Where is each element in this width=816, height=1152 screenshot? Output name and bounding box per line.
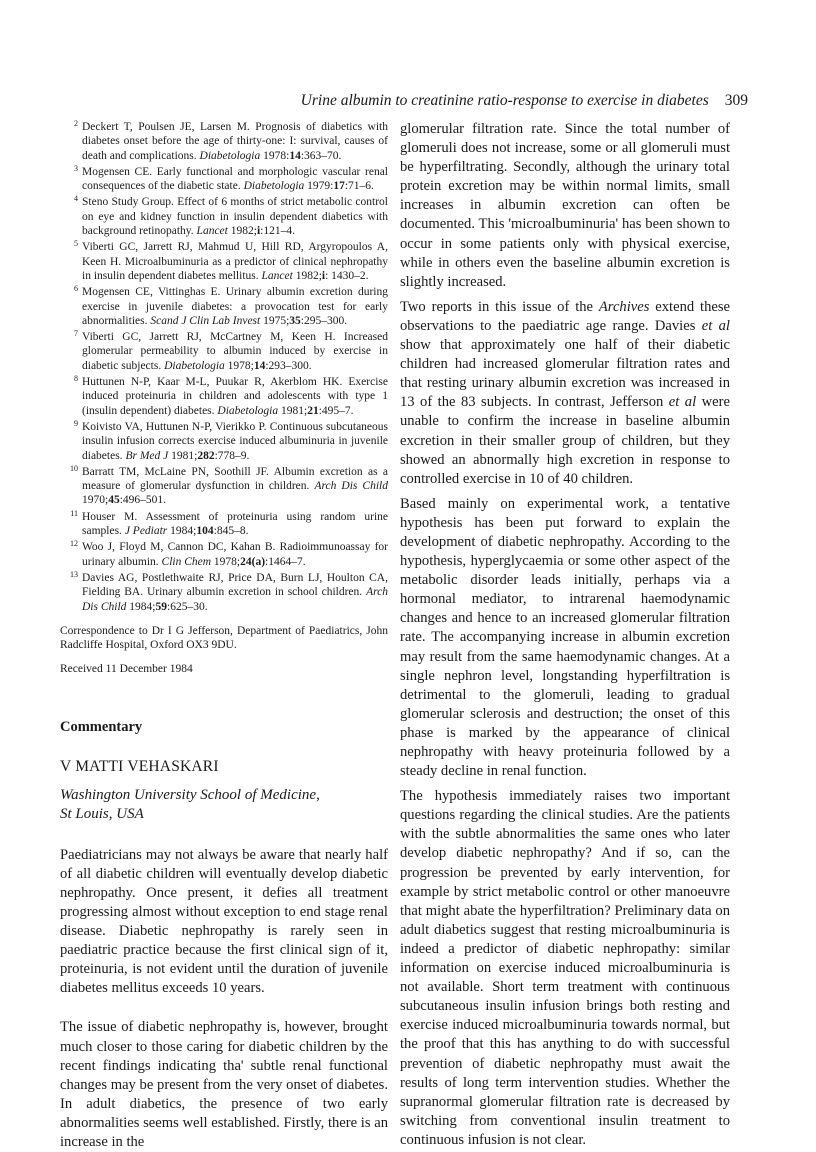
- reference-item: [60, 285, 388, 328]
- reference-pages: :363–70.: [300, 149, 342, 162]
- reference-item: [60, 165, 388, 194]
- reference-journal: Diabetologia: [164, 359, 225, 372]
- reference-text: Barratt TM, McLaine PN, Soothill JF. Albumin excretion as a measure of glomerular dysfunction in children.: [82, 465, 388, 493]
- reference-pages: :1464–7.: [265, 555, 306, 568]
- journal-name: Archives: [598, 298, 650, 315]
- text-run: extend these observations to the paediatric age range. Davies: [400, 298, 731, 334]
- reference-year: 1978:: [260, 149, 290, 162]
- reference-text: Woo J, Floyd M, Cannon DC, Kahan B. Radioimmunoassay for urinary albumin.: [82, 541, 388, 568]
- reference-pages: :625–30.: [167, 600, 208, 613]
- reference-year: 1981;: [168, 449, 198, 462]
- reference-number: 2: [74, 119, 78, 128]
- reference-volume: 104: [196, 525, 214, 538]
- reference-pages: : 1430–2.: [325, 269, 369, 282]
- reference-year: 1978;: [211, 555, 241, 568]
- reference-year: 1984;: [126, 600, 156, 613]
- reference-year: 1978;: [224, 359, 254, 372]
- reference-journal: Clin Chem: [161, 555, 212, 568]
- reference-number: 4: [74, 194, 78, 204]
- affiliation-line-2: St Louis, USA: [60, 805, 144, 822]
- author-affiliation: [60, 786, 388, 824]
- reference-text: Mogensen CE. Early functional and morphologic vascular renal consequences of the diabetic state.: [82, 165, 388, 193]
- reference-number: 3: [74, 163, 78, 173]
- reference-journal: Arch Dis Child: [314, 480, 388, 493]
- reference-pages: :845–8.: [213, 525, 249, 538]
- commentary-heading: Commentary: [60, 718, 143, 735]
- running-title: Urine albumin to creatinine ratio-response to exercise in diabetes: [300, 92, 709, 109]
- text-run: show that approximately one half of their diabetic children had increased glomerular filtration rates and that resting urinary albumin excretion was increased in 13 of the 83 subjects. In contrast, Jefferson: [400, 337, 730, 411]
- reference-journal: Diabetologia: [199, 149, 261, 162]
- reference-pages: :496–501.: [119, 494, 167, 507]
- et-al: et al: [668, 394, 697, 411]
- reference-volume: i: [321, 269, 326, 282]
- reference-number: 11: [70, 508, 78, 518]
- reference-volume: i: [256, 225, 261, 238]
- running-header: [60, 92, 748, 114]
- body-paragraph: The hypothesis immediately raises two important questions regarding the clinical studies. Are the patients with the subtle abnormalities the same ones who later develop diabetic nephropathy? And if so, can the progression be prevented by early intervention, for example by strict metabolic control or other manoeuvre that might abate the hyperfiltration? Preliminary data on adult diabetics suggest that resting microalbuminuria is indeed a predictor of diabetic nephropathy: similar information on exercise induced microalbuminuria is not available. Short term treatment with continuous subcutaneous insulin infusion brings both resting and exercise induced microalbuminuria towards normal, but the proof that this has anything to do with successful prevention of diabetic nephropathy must await the results of long term intervention studies. Whether the supranormal glomerular filtration rate is decreased by switching from conventional insulin treatment to continuous infusion is not clear.: [400, 788, 730, 1148]
- reference-volume: 59: [155, 600, 167, 613]
- reference-number: 12: [70, 539, 78, 549]
- reference-item: [60, 330, 388, 373]
- reference-text: Deckert T, Poulsen JE, Larsen M. Prognosis of diabetics with diabetes onset before the age of thirty-one: I: survival, causes of death and complications.: [82, 121, 388, 162]
- reference-year: 1975;: [260, 314, 290, 327]
- reference-item: [60, 120, 388, 163]
- reference-text: Koivisto VA, Huttunen N-P, Vierikko P. Continuous subcutaneous insulin infusion corrects exercise induced albuminuria in juvenile diabetes.: [82, 420, 388, 462]
- text-run: were unable to confirm the increase in baseline albumin excretion in their smaller group of children, but they showed an abnormally high excretion in response to controlled exercise in 10 of 40 children.: [400, 394, 730, 487]
- reference-pages: :495–7.: [318, 404, 354, 417]
- body-paragraph: Paediatricians may not always be aware that nearly half of all diabetic children will eventually develop diabetic nephropathy. Once present, it defies all treatment progressing almost without exception to end stage renal disease. Diabetic nephropathy is rarely seen in paediatric practice because the first clinical sign of it, proteinuria, is not evident until the duration of juvenile diabetes mellitus exceeds 10 years.: [60, 846, 388, 997]
- reference-pages: :295–300.: [300, 314, 348, 327]
- reference-number: 7: [74, 329, 78, 339]
- reference-list: [60, 120, 388, 614]
- body-paragraph: Based mainly on experimental work, a tentative hypothesis has been put forward to explain the development of diabetic nephropathy. According to the hypothesis, hyperglycaemia or some other aspect of the metabolic disorder leads initially, perhaps via a hormonal mediator, to intrarenal haemodynamic changes and hence to an increased glomerular filtration rate. The accompanying increase in albumin excretion may result from the same haemodynamic changes. At a single nephron level, longstanding hyperfiltration is detrimental to the glomeruli, leading to gradual glomerular sclerosis and destruction; the onset of this phase is marked by the appearance of clinical nephropathy with heavy proteinuria followed by a steady decline in renal function.: [400, 495, 730, 780]
- reference-item: [60, 465, 388, 508]
- reference-year: 1981;: [278, 404, 308, 417]
- reference-year: 1979:: [304, 180, 334, 193]
- reference-text: Davies AG, Postlethwaite RJ, Price DA, Burn LJ, Houlton CA, Fielding BA. Urinary albumin excretion in school children.: [82, 571, 388, 599]
- left-column: [60, 120, 388, 1152]
- reference-text: Houser M. Assessment of proteinuria using random urine samples.: [82, 510, 388, 538]
- reference-text: Huttunen N-P, Kaar M-L, Puukar R, Akerblom HK. Exercise induced proteinuria in children and adolescents with type 1 (insulin dependent) diabetes.: [82, 376, 388, 417]
- reference-journal: Lancet: [196, 225, 228, 238]
- reference-pages: :121–4.: [260, 225, 295, 238]
- reference-volume: 21: [307, 404, 319, 417]
- reference-year: 1982;: [227, 225, 257, 238]
- reference-number: 9: [74, 418, 78, 428]
- reference-text: Viberti GC, Jarrett RJ, McCartney M, Keen H. Increased glomerular permeability to albumin induced by exercise in diabetic subjects.: [82, 331, 388, 372]
- reference-item: [60, 510, 388, 539]
- reference-volume: 24(a): [240, 555, 266, 568]
- reference-pages: :293–300.: [265, 359, 312, 372]
- reference-year: 1982;: [292, 269, 322, 282]
- reference-volume: 14: [253, 359, 266, 372]
- reference-year: 1970;: [82, 494, 109, 507]
- reference-journal: Lancet: [261, 269, 293, 282]
- reference-volume: 45: [108, 494, 120, 507]
- reference-year: 1984;: [167, 525, 197, 538]
- reference-item: [60, 420, 388, 463]
- reference-number: 10: [70, 463, 78, 473]
- reference-number: 13: [70, 569, 78, 579]
- reference-text: Mogensen CE, Vittinghas E. Urinary albumin excretion during exercise in juvenile diabetes: a provocation test for early abnormalities.: [82, 286, 388, 327]
- reference-item: [60, 240, 388, 283]
- text-run: Two reports in this issue of the: [400, 298, 599, 315]
- reference-volume: 17: [333, 180, 345, 193]
- reference-text: Viberti GC, Jarrett RJ, Mahmud U, Hill RD, Argyropoulos A, Keen H. Microalbuminuria as a predictor of clinical nephropathy in insulin dependent diabetes mellitus.: [82, 241, 388, 282]
- reference-volume: 282: [197, 449, 215, 462]
- page-number: 309: [724, 92, 748, 109]
- reference-item: [60, 540, 388, 569]
- reference-item: [60, 195, 388, 238]
- reference-journal: Diabetologia: [243, 180, 305, 193]
- reference-journal: Arch Dis Child: [82, 586, 388, 613]
- et-al: et al: [701, 317, 730, 334]
- body-paragraph: [400, 298, 730, 489]
- reference-text: Steno Study Group. Effect of 6 months of strict metabolic control on eye and kidney function in insulin dependent diabetics with background retinopathy.: [82, 196, 388, 238]
- reference-volume: 35: [289, 314, 301, 327]
- reference-item: [60, 375, 388, 418]
- author-name: V MATTI VEHASKARI: [60, 757, 219, 775]
- body-paragraph: glomerular filtration rate. Since the total number of glomeruli does not increase, some or all glomeruli must be hyperfiltrating. Secondly, although the urinary total protein excretion may be within normal limits, small increases in albumin excretion can often be documented. This 'microalbuminuria' has been shown to occur in some patients only with physical exercise, while in others even the baseline albumin excretion is slightly increased.: [400, 121, 730, 290]
- body-paragraph: The issue of diabetic nephropathy is, however, brought much closer to those caring for diabetic children by the recent findings indicating tha' subtle renal functional changes may be present from the very onset of diabetes. In adult diabetics, the presence of two early abnormalities seems well established. Firstly, there is an increase in the: [60, 1019, 388, 1150]
- reference-number: 8: [74, 374, 78, 384]
- reference-pages: :71–6.: [344, 180, 374, 193]
- reference-journal: Diabetologia: [217, 404, 279, 417]
- reference-pages: :778–9.: [214, 449, 250, 462]
- reference-item: [60, 571, 388, 614]
- right-column: [400, 120, 730, 1150]
- reference-number: 5: [74, 239, 78, 249]
- affiliation-line-1: Washington University School of Medicine,: [60, 786, 320, 803]
- reference-journal: Br Med J: [125, 449, 169, 462]
- reference-journal: J Pediatr: [124, 525, 168, 538]
- reference-journal: Scand J Clin Lab Invest: [150, 314, 261, 327]
- reference-volume: 14: [289, 149, 301, 162]
- reference-number: 6: [74, 284, 78, 294]
- correspondence-note: Correspondence to Dr I G Jefferson, Department of Paediatrics, John Radcliffe Hospital, Oxford OX3 9DU.: [60, 624, 388, 652]
- received-date: Received 11 December 1984: [60, 663, 193, 676]
